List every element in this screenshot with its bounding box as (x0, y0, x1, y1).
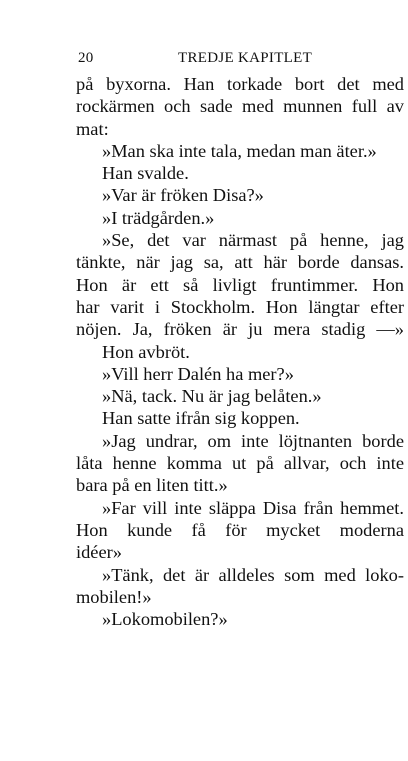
text-line: tänkte, när jag sa, att här borde dansas. (76, 252, 404, 273)
page-header (78, 50, 404, 70)
text-line: idéer» (76, 542, 122, 563)
text-line: »I trädgården.» (102, 207, 215, 228)
text-line: Hon kunde få för mycket moderna (76, 519, 404, 540)
text-line: låta henne komma ut på allvar, och inte (76, 453, 404, 474)
text-line: Hon är ett så livligt fruntimmer. Hon (76, 274, 404, 295)
text-line: »Lokomobilen?» (102, 609, 228, 630)
running-title: TREDJE KAPITLET (178, 50, 313, 66)
body-text (76, 73, 404, 630)
page-number: 20 (78, 50, 94, 66)
text-line: Han svalde. (102, 163, 189, 184)
text-line: rockärmen och sade med munnen full av (76, 96, 404, 117)
text-line: »Far vill inte släppa Disa från hemmet. (102, 497, 404, 518)
text-line: på byxorna. Han torkade bort det med (76, 74, 404, 94)
text-line: »Se, det var närmast på henne, jag (102, 230, 404, 251)
text-line: »Var är fröken Disa?» (102, 185, 264, 206)
text-line: Han satte ifrån sig koppen. (102, 408, 300, 429)
text-line: har varit i Stockholm. Hon längtar efter (76, 296, 404, 317)
text-line: Hon avbröt. (102, 341, 190, 362)
text-line: »Vill herr Dalén ha mer?» (102, 363, 294, 384)
text-line: »Man ska inte tala, medan man äter.» (102, 140, 377, 161)
text-line: nöjen. Ja, fröken är ju mera stadig —» (76, 319, 404, 340)
text-line: bara på en liten titt.» (76, 475, 228, 496)
text-line: »Jag undrar, om inte löjtnanten borde (102, 430, 404, 451)
text-line: »Nä, tack. Nu är jag belåten.» (102, 386, 322, 407)
text-line: mobilen!» (76, 586, 152, 607)
text-line: »Tänk, det är alldeles som med loko- (102, 564, 404, 585)
text-line: mat: (76, 118, 109, 139)
